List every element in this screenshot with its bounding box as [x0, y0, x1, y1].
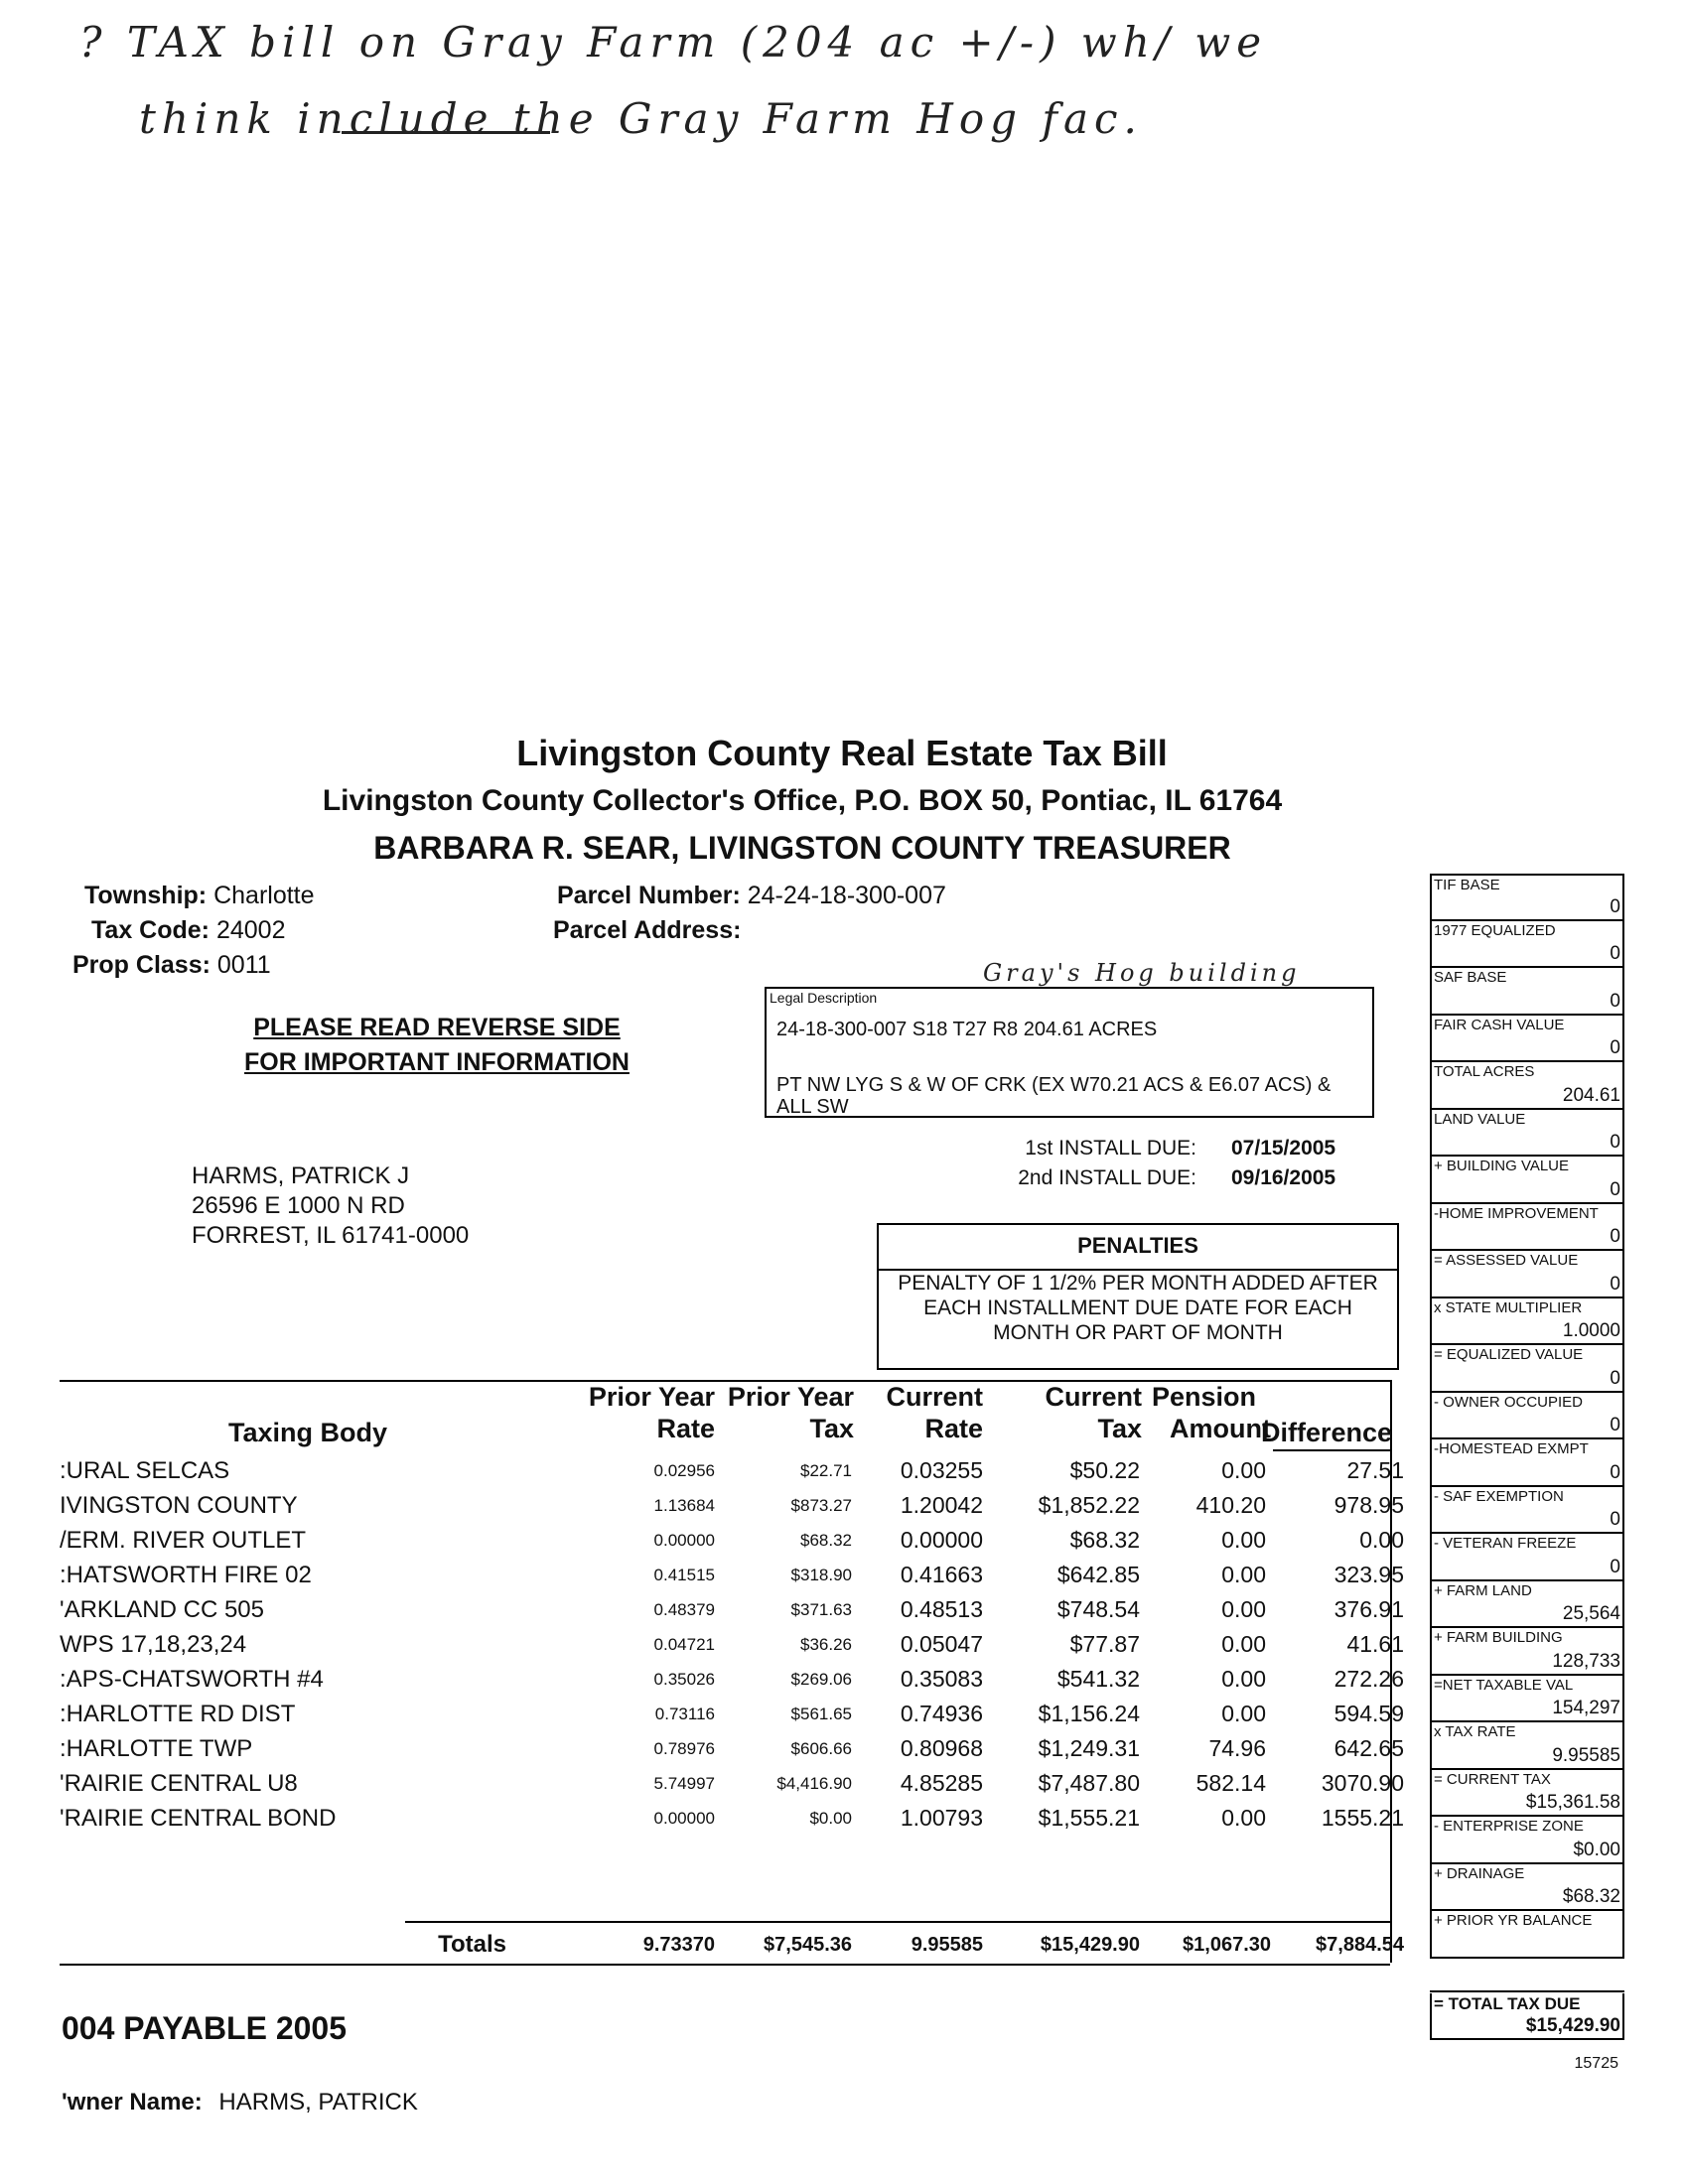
header-current-tax-1: Current	[1045, 1382, 1142, 1412]
cell-difference: 41.61	[1346, 1631, 1404, 1657]
header-current-rate-2: Rate	[924, 1414, 983, 1443]
summary-label: 1977 EQUALIZED	[1434, 921, 1556, 939]
table-row	[0, 1699, 1410, 1733]
cell-body: :HARLOTTE TWP	[60, 1735, 253, 1762]
summary-value: 9.95585	[1552, 1744, 1620, 1766]
cell-current-tax: $7,487.80	[1038, 1770, 1140, 1796]
table-bottom-rule	[60, 1964, 1390, 1966]
cell-pension: 0.00	[1221, 1596, 1266, 1622]
summary-label: x STATE MULTIPLIER	[1434, 1298, 1583, 1316]
summary-item	[1430, 1487, 1624, 1535]
summary-item	[1430, 1817, 1624, 1864]
owner-address	[192, 1161, 469, 1251]
summary-item	[1430, 1770, 1624, 1818]
summary-item	[1430, 1439, 1624, 1487]
cell-difference: 0.00	[1359, 1527, 1404, 1553]
install-1-label: 1st INSTALL DUE:	[1025, 1137, 1196, 1160]
summary-value: 0	[1610, 1178, 1620, 1200]
township-value: Charlotte	[213, 882, 315, 909]
cell-body: 'ARKLAND CC 505	[60, 1596, 264, 1623]
summary-item	[1430, 1534, 1624, 1581]
header-current-tax-2: Tax	[1097, 1414, 1142, 1443]
cell-prior-rate: 0.35026	[653, 1670, 715, 1689]
cell-prior-tax: $561.65	[790, 1705, 852, 1723]
summary-label: LAND VALUE	[1434, 1110, 1526, 1128]
penalties-title: PENALTIES	[1077, 1233, 1198, 1258]
cell-current-tax: $642.85	[1056, 1562, 1140, 1587]
summary-value: 0	[1610, 1226, 1620, 1247]
notice-line1: PLEASE READ REVERSE SIDE	[253, 1014, 621, 1041]
cell-prior-tax: $606.66	[790, 1739, 852, 1758]
summary-item	[1430, 1581, 1624, 1629]
prop-class-field	[72, 951, 271, 980]
cell-pension: 74.96	[1208, 1735, 1266, 1761]
summary-label: -HOME IMPROVEMENT	[1434, 1204, 1599, 1222]
parcel-address-label: Parcel Address:	[553, 916, 742, 944]
summary-item	[1430, 1676, 1624, 1723]
summary-item	[1430, 1157, 1624, 1204]
parcel-number-field	[557, 882, 946, 910]
total-tax-due-label: = TOTAL TAX DUE	[1434, 1994, 1581, 2013]
cell-pension: 0.00	[1221, 1666, 1266, 1692]
cell-current-tax: $50.22	[1069, 1457, 1140, 1483]
cell-difference: 594.59	[1333, 1701, 1404, 1726]
legal-description-line2: PT NW LYG S & W OF CRK (EX W70.21 ACS & E6.07 ACS) & ALL SW	[776, 1074, 1332, 1118]
table-row	[0, 1768, 1410, 1803]
totals-current-rate: 9.95585	[911, 1934, 983, 1956]
header-prior-tax-2: Tax	[809, 1414, 854, 1443]
summary-item	[1430, 921, 1624, 969]
cell-prior-rate: 0.00000	[653, 1809, 715, 1828]
parcel-number-label: Parcel Number:	[557, 882, 741, 909]
cell-current-tax: $748.54	[1056, 1596, 1140, 1622]
owner-city: FORREST, IL 61741-0000	[192, 1222, 470, 1249]
cell-prior-tax: $68.32	[800, 1531, 852, 1550]
summary-value: 0	[1610, 990, 1620, 1012]
cell-prior-rate: 0.04721	[653, 1635, 715, 1654]
summary-item	[1430, 1204, 1624, 1252]
cell-current-rate: 0.80968	[900, 1735, 983, 1761]
total-tax-due-value: $15,429.90	[1525, 2015, 1620, 2036]
summary-label: -HOMESTEAD EXMPT	[1434, 1440, 1589, 1457]
summary-value: 0	[1610, 943, 1620, 964]
totals-pension: $1,067.30	[1183, 1934, 1271, 1956]
cell-prior-rate: 0.41515	[653, 1566, 715, 1584]
cell-difference: 376.91	[1333, 1596, 1404, 1622]
table-row	[0, 1803, 1410, 1838]
cell-current-rate: 0.05047	[900, 1631, 983, 1657]
cell-prior-rate: 5.74997	[653, 1774, 715, 1793]
summary-value: 128,733	[1552, 1650, 1620, 1672]
table-row	[0, 1594, 1410, 1629]
table-row	[0, 1525, 1410, 1560]
header-difference: Difference	[1261, 1418, 1393, 1447]
cell-prior-rate: 0.48379	[653, 1600, 715, 1619]
summary-label: =NET TAXABLE VAL	[1434, 1676, 1574, 1694]
totals-prior-rate: 9.73370	[642, 1934, 715, 1956]
install-2-label: 2nd INSTALL DUE:	[1018, 1166, 1196, 1189]
legal-description-line1: 24-18-300-007 S18 T27 R8 204.61 ACRES	[776, 1019, 1158, 1040]
header-prior-tax-1: Prior Year	[727, 1382, 854, 1412]
summary-label: + DRAINAGE	[1434, 1864, 1525, 1882]
parcel-number-value: 24-24-18-300-007	[747, 882, 946, 909]
summary-label: FAIR CASH VALUE	[1434, 1016, 1565, 1033]
cell-pension: 0.00	[1221, 1527, 1266, 1553]
cell-prior-tax: $873.27	[790, 1496, 852, 1515]
totals-current-tax: $15,429.90	[1040, 1934, 1140, 1956]
owner-name: HARMS, PATRICK J	[192, 1162, 410, 1189]
summary-label: + FARM LAND	[1434, 1581, 1532, 1599]
treasurer-name: BARBARA R. SEAR, LIVINGSTON COUNTY TREASURER	[373, 830, 1231, 866]
summary-item	[1430, 1016, 1624, 1063]
summary-value: 25,564	[1562, 1603, 1620, 1624]
summary-item	[1430, 1911, 1624, 1959]
summary-item	[1430, 1345, 1624, 1393]
prop-class-value: 0011	[216, 951, 271, 979]
cell-current-rate: 0.35083	[900, 1666, 983, 1692]
summary-value: 0	[1610, 1273, 1620, 1295]
tax-code-label: Tax Code:	[91, 916, 210, 944]
cell-prior-rate: 0.00000	[653, 1531, 715, 1550]
cell-current-rate: 0.03255	[900, 1457, 983, 1483]
reverse-side-notice	[204, 1011, 670, 1080]
summary-label: = ASSESSED VALUE	[1434, 1252, 1579, 1269]
cell-pension: 582.14	[1195, 1770, 1266, 1796]
summary-value: 0	[1610, 1556, 1620, 1577]
summary-label: - ENTERPRISE ZONE	[1434, 1818, 1584, 1835]
summary-item	[1430, 1393, 1624, 1440]
summary-label: + BUILDING VALUE	[1434, 1158, 1570, 1174]
cell-body: 'RAIRIE CENTRAL BOND	[60, 1805, 337, 1832]
tax-code-field	[91, 916, 285, 945]
summary-label: + FARM BUILDING	[1434, 1629, 1563, 1646]
footer-owner-label: 'wner Name:	[62, 2089, 203, 2116]
tax-year-heading: 004 PAYABLE 2005	[62, 2010, 348, 2046]
summary-label: + PRIOR YR BALANCE	[1434, 1912, 1593, 1929]
handwritten-note-line1: ? TAX bill on Gray Farm (204 ac +/-) wh/ we	[79, 18, 1268, 67]
parcel-address-field	[553, 916, 741, 945]
cell-current-rate: 0.00000	[900, 1527, 983, 1553]
summary-label: - SAF EXEMPTION	[1434, 1487, 1564, 1505]
cell-prior-tax: $318.90	[790, 1566, 852, 1584]
summary-value: 1.0000	[1562, 1320, 1620, 1341]
cell-current-tax: $541.32	[1056, 1666, 1140, 1692]
penalties-box	[877, 1223, 1399, 1370]
total-due-rule	[1430, 1990, 1624, 1992]
cell-current-tax: $1,852.22	[1038, 1492, 1140, 1518]
header-prior-rate-2: Rate	[656, 1414, 715, 1443]
header-current-rate-1: Current	[886, 1382, 983, 1412]
cell-current-tax: $1,249.31	[1038, 1735, 1140, 1761]
collector-office: Livingston County Collector's Office, P.O. BOX 50, Pontiac, IL 61764	[322, 784, 1283, 817]
summary-value: 0	[1610, 1037, 1620, 1058]
cell-body: :APS-CHATSWORTH #4	[60, 1666, 324, 1693]
header-pension-2: Amount	[1170, 1414, 1271, 1443]
legal-description-box	[765, 987, 1374, 1118]
cell-body: :URAL SELCAS	[60, 1457, 230, 1484]
township-label: Township:	[84, 882, 208, 909]
cell-prior-tax: $22.71	[800, 1461, 852, 1480]
notice-line2: FOR IMPORTANT INFORMATION	[244, 1048, 630, 1076]
cell-pension: 0.00	[1221, 1805, 1266, 1831]
cell-current-rate: 0.48513	[900, 1596, 983, 1622]
footer-owner-field	[62, 2089, 418, 2116]
prop-class-label: Prop Class:	[72, 951, 210, 979]
cell-current-tax: $77.87	[1069, 1631, 1140, 1657]
cell-prior-tax: $371.63	[790, 1600, 852, 1619]
cell-body: WPS 17,18,23,24	[60, 1631, 247, 1658]
summary-item	[1430, 874, 1624, 921]
difference-underline	[1273, 1449, 1392, 1451]
cell-prior-rate: 0.02956	[653, 1461, 715, 1480]
install-1-date: 07/15/2005	[1231, 1137, 1336, 1160]
install-2-date: 09/16/2005	[1231, 1166, 1336, 1189]
totals-difference: $7,884.54	[1316, 1934, 1404, 1956]
cell-prior-tax: $269.06	[790, 1670, 852, 1689]
cell-prior-tax: $36.26	[800, 1635, 852, 1654]
summary-label: = CURRENT TAX	[1434, 1770, 1551, 1788]
valuation-summary-panel	[1430, 874, 1624, 1959]
summary-value: 0	[1610, 1132, 1620, 1153]
cell-difference: 1555.21	[1321, 1805, 1404, 1831]
cell-current-rate: 0.74936	[900, 1701, 983, 1726]
summary-value: $0.00	[1573, 1839, 1620, 1860]
table-row	[0, 1490, 1410, 1525]
total-tax-due-box	[1430, 1993, 1624, 2040]
cell-body: :HARLOTTE RD DIST	[60, 1701, 296, 1727]
summary-item	[1430, 1062, 1624, 1110]
cell-prior-rate: 0.73116	[654, 1705, 715, 1723]
cell-difference: 978.95	[1333, 1492, 1404, 1518]
cell-current-rate: 1.00793	[900, 1805, 983, 1831]
legal-description-title: Legal Description	[770, 990, 878, 1006]
table-row	[0, 1455, 1410, 1490]
cell-pension: 0.00	[1221, 1631, 1266, 1657]
table-row	[0, 1560, 1410, 1594]
totals-rule	[405, 1921, 1390, 1923]
cell-difference: 642.65	[1333, 1735, 1404, 1761]
cell-difference: 272.26	[1333, 1666, 1404, 1692]
cell-current-rate: 0.41663	[900, 1562, 983, 1587]
cell-body: 'RAIRIE CENTRAL U8	[60, 1770, 298, 1797]
cell-difference: 3070.90	[1321, 1770, 1404, 1796]
handwritten-annotation: Gray's Hog building	[983, 959, 1301, 987]
header-prior-rate-1: Prior Year	[588, 1382, 715, 1412]
summary-value: 154,297	[1552, 1698, 1620, 1718]
handwritten-note-line2: think include the Gray Farm Hog fac.	[139, 94, 1143, 143]
township-field	[84, 882, 315, 910]
summary-label: TIF BASE	[1434, 877, 1500, 893]
cell-current-tax: $1,156.24	[1038, 1701, 1140, 1726]
cell-prior-tax: $4,416.90	[776, 1774, 852, 1793]
cell-pension: 0.00	[1221, 1457, 1266, 1483]
cell-body: /ERM. RIVER OUTLET	[60, 1527, 307, 1554]
summary-value: 204.61	[1562, 1084, 1620, 1106]
summary-item	[1430, 968, 1624, 1016]
summary-label: SAF BASE	[1434, 969, 1507, 986]
summary-item	[1430, 1722, 1624, 1770]
summary-value: $68.32	[1562, 1886, 1620, 1907]
cell-body: :HATSWORTH FIRE 02	[60, 1562, 312, 1588]
table-row	[0, 1629, 1410, 1664]
summary-value: $15,361.58	[1525, 1792, 1620, 1813]
header-taxing-body: Taxing Body	[227, 1418, 387, 1447]
header-pension-1: Pension	[1152, 1382, 1257, 1412]
summary-label: - OWNER OCCUPIED	[1434, 1393, 1583, 1411]
summary-item	[1430, 1110, 1624, 1158]
handwritten-underline	[342, 131, 550, 134]
penalties-text: PENALTY OF 1 1/2% PER MONTH ADDED AFTER EACH INSTALLMENT DUE DATE FOR EACH MONTH OR PART OF MONTH	[898, 1272, 1378, 1344]
tax-code-value: 24002	[215, 916, 286, 944]
cell-difference: 323.95	[1333, 1562, 1404, 1587]
cell-pension: 410.20	[1195, 1492, 1266, 1518]
cell-prior-rate: 0.78976	[653, 1739, 715, 1758]
summary-item	[1430, 1864, 1624, 1912]
summary-label: = EQUALIZED VALUE	[1434, 1346, 1584, 1363]
summary-label: TOTAL ACRES	[1434, 1063, 1535, 1080]
summary-label: x TAX RATE	[1434, 1723, 1516, 1740]
table-row	[0, 1733, 1410, 1768]
totals-prior-tax: $7,545.36	[764, 1934, 852, 1956]
summary-item	[1430, 1628, 1624, 1676]
summary-label: - VETERAN FREEZE	[1434, 1535, 1577, 1552]
summary-value: 0	[1610, 1367, 1620, 1389]
totals-label: Totals	[438, 1931, 506, 1958]
table-row	[0, 1664, 1410, 1699]
summary-value: 0	[1610, 1509, 1620, 1530]
summary-value: 0	[1610, 1461, 1620, 1483]
bill-title: Livingston County Real Estate Tax Bill	[516, 733, 1168, 773]
cell-current-rate: 1.20042	[900, 1492, 983, 1518]
cell-prior-tax: $0.00	[809, 1809, 852, 1828]
cell-body: IVINGSTON COUNTY	[60, 1492, 298, 1519]
cell-pension: 0.00	[1221, 1701, 1266, 1726]
cell-difference: 27.51	[1346, 1457, 1404, 1483]
cell-current-tax: $1,555.21	[1038, 1805, 1140, 1831]
owner-street: 26596 E 1000 N RD	[192, 1192, 405, 1219]
summary-item	[1430, 1298, 1624, 1346]
document-number: 15725	[1574, 2055, 1618, 2072]
cell-pension: 0.00	[1221, 1562, 1266, 1587]
footer-owner-name: HARMS, PATRICK	[218, 2089, 418, 2116]
summary-value: 0	[1610, 895, 1620, 917]
summary-item	[1430, 1251, 1624, 1298]
cell-current-rate: 4.85285	[900, 1770, 983, 1796]
summary-value: 0	[1610, 1415, 1620, 1435]
cell-prior-rate: 1.13684	[653, 1496, 715, 1515]
cell-current-tax: $68.32	[1069, 1527, 1140, 1553]
